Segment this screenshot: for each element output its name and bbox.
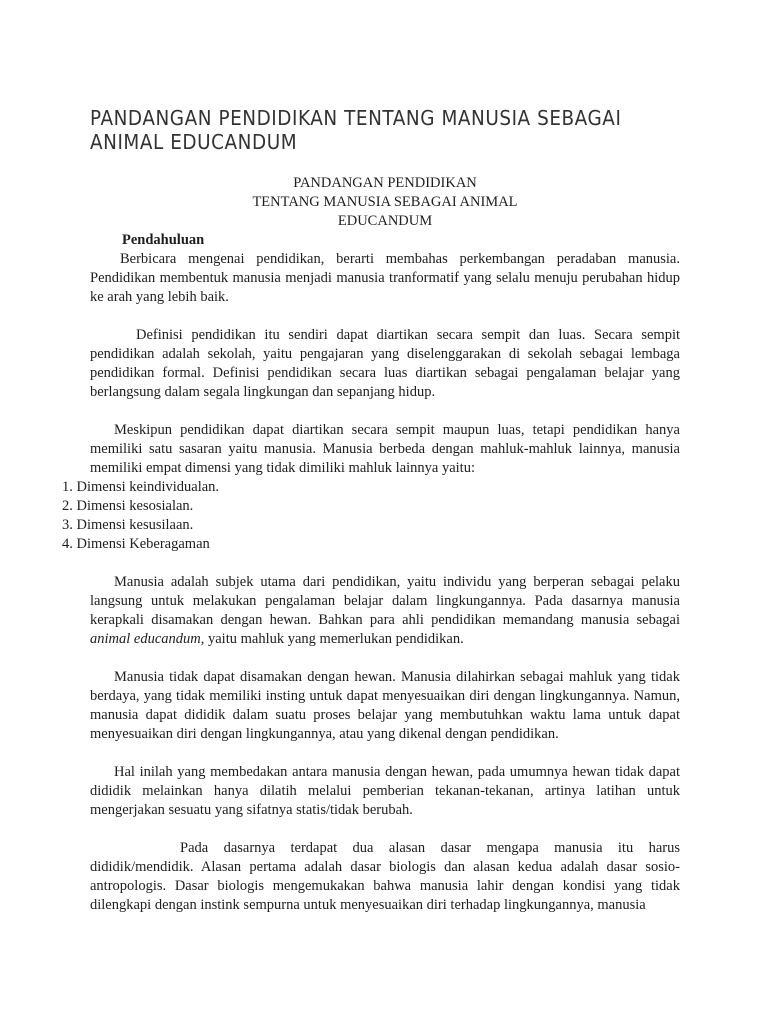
dimension-list <box>62 478 680 554</box>
list-item: 4. Dimensi Keberagaman <box>62 536 210 552</box>
paragraph-4-italic-term: animal educandum <box>90 631 201 647</box>
paragraph-5: Manusia tidak dapat disamakan dengan hewan. Manusia dilahirkan sebagai mahluk yang tidak berdaya, yang tidak memiliki insting untuk dapat menyesuaikan diri dengan lingkungannya. Namun, manusia dapat dididik dalam suatu proses belajar yang membutuhkan waktu lama untuk dapat menyesuaikan diri dengan lingkungannya, atau yang dikenal dengan pendidikan. <box>90 669 680 742</box>
paragraph-6: Hal inilah yang membedakan antara manusia dengan hewan, pada umumnya hewan tidak dapat dididik melainkan hanya dilatih melalui pemberian tekanan-tekanan, artinya latihan untuk mengerjakan sesuatu yang sifatnya statis/tidak berubah. <box>90 764 680 818</box>
heading-line-2: TENTANG MANUSIA SEBAGAI ANIMAL <box>252 194 518 210</box>
paragraph-4-text-a: Manusia adalah subjek utama dari pendidikan, yaitu individu yang berperan sebagai pelaku langsung untuk melakukan pengalaman belajar dalam lingkungannya. Pada dasarnya manusia kerapkali disamakan dengan hewan. Bahkan para ahli pendidikan memandang manusia sebagai <box>90 574 680 628</box>
document-body <box>62 174 680 915</box>
paragraph-7: Pada dasarnya terdapat dua alasan dasar mengapa manusia itu harus dididik/mendidik. Alasan pertama adalah dasar biologis dan alasan kedua adalah dasar sosio-antropologis. Dasar biologis mengemukakan bahwa manusia lahir dengan kondisi yang tidak dilengkapi dengan instink sempurna untuk menyesuaikan diri terhadap lingkungannya, manusia <box>90 840 680 913</box>
list-item: 3. Dimensi kesusilaan. <box>62 517 194 533</box>
paragraph-4-text-b: , yaitu mahluk yang memerlukan pendidikan. <box>200 631 464 647</box>
section-heading: Pendahuluan <box>122 232 205 248</box>
paragraph-1: Berbicara mengenai pendidikan, berarti membahas perkembangan peradaban manusia. Pendidikan membentuk manusia menjadi manusia tranformatif yang selalu menuju perubahan hidup ke arah yang lebih baik. <box>90 251 680 305</box>
paragraph-4 <box>90 573 680 649</box>
document-title: PANDANGAN PENDIDIKAN TENTANG MANUSIA SEBAGAI ANIMAL EDUCANDUM <box>90 106 622 154</box>
heading-line-1: PANDANGAN PENDIDIKAN <box>293 175 477 191</box>
paragraph-2: Definisi pendidikan itu sendiri dapat diartikan secara sempit dan luas. Secara sempit pendidikan adalah sekolah, yaitu pengajaran yang diselenggarakan di sekolah sebagai lembaga pendidikan formal. Definisi pendidikan secara luas diartikan sebagai pengalaman belajar yang berlangsung dalam segala lingkungan dan sepanjang hidup. <box>90 327 680 400</box>
list-item: 2. Dimensi kesosialan. <box>62 498 194 514</box>
list-item: 1. Dimensi keindividualan. <box>62 479 220 495</box>
heading-line-3: EDUCANDUM <box>337 213 433 229</box>
paragraph-3: Meskipun pendidikan dapat diartikan secara sempit maupun luas, tetapi pendidikan hanya memiliki satu sasaran yaitu manusia. Manusia berbeda dengan mahluk-mahluk lainnya, manusia memiliki empat dimensi yang tidak dimiliki mahluk lainnya yaitu: <box>90 422 680 476</box>
